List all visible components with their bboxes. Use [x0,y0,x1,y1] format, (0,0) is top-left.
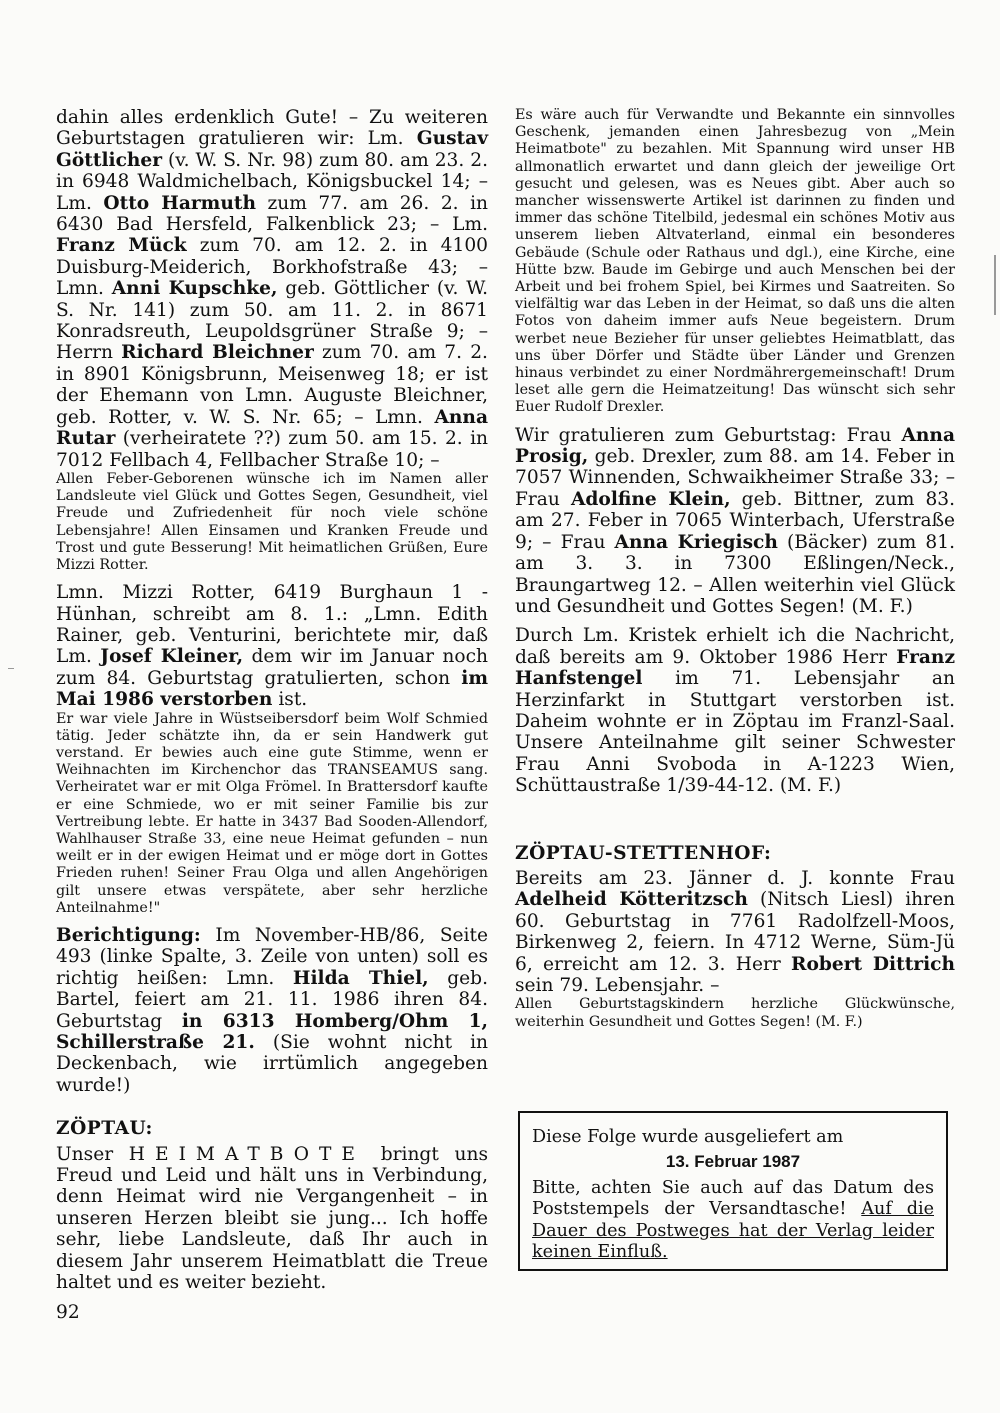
birthday-greetings-paragraph: dahin alles erdenklich Gute! – Zu weiteren Geburtstagen gratulieren wir: Lm. Gustav Göttlicher (v. W. S. Nr. 98) zum 80. am 23. 2. in 6948 Waldmichelbach, Königsbuckel 14; – Lm. Otto Harmuth zum 77. am 26. 2. in 6430 Bad Hersfeld, Falkenblick 23; – Lm. Franz Mück zum 70. am 12. 2. in 4100 Duisburg-Meiderich, Borkhofstraße 43; – Lmn. Anni Kupschke, geb. Göttlicher (v. W. S. Nr. 141) zum 50. am 11. 2. in 8671 Konradsreuth, Leupoldsgrüner Straße 9; – Herrn Richard Bleichner zum 70. am 7. 2. in 8901 Königsbrunn, Meisenweg 18; er ist der Ehemann von Lmn. Auguste Bleichner, geb. Rotter, v. W. S. Nr. 65; – Lmn. Anna Rutar (verheiratete ??) zum 50. am 15. 2. in 7012 Fellbach 4, Fellbacher Straße 10; – [56,107,488,471]
name-adolfine-klein: Adolfine Klein, [570,488,731,510]
notice-underlined-text: Auf die Dauer des Postweges hat der Verlag leider keinen Einfluß. [532,1199,934,1263]
scan-artifact-mark [8,668,14,669]
notice-line: Diese Folge wurde ausgeliefert am [532,1127,844,1147]
obituary-detail-paragraph: Er war viele Jahre in Wüstseibersdorf beim Wolf Schmied tätig. Jeder schätzte ihn, da er sein Handwerk gut verstand. Er bewies auch eine gute Stimme, wenn er Weihnachten im Kirchenchor das TRANSEAMUS sang. Verheiratet war er mit Olga Frömel. In Brattersdorf kaufte er eine Schmiede, wo er mit seiner Familie bis zur Vertreibung lebte. Er hatte in 3437 Bad Sooden-Allendorf, Wahlhauser Straße 33, eine neue Heimat gefunden – nun weilt er in der ewigen Heimat und er möge dort in Gottes Frieden ruhen! Seiner Frau Olga und allen Angehörigen gilt unsere etwas verspätete, aber sehr herzliche Anteilnahme!" [56,710,488,916]
subscription-appeal-paragraph: Es wäre auch für Verwandte und Bekannte ein sinnvolles Geschenk, jemanden einen Jahresbezug von „Mein Heimatbote" zu bezahlen. Mit Spannung wird unser HB allmonatlich erwartet und dann gleich der jeweilige Ort gesucht und gelesen, was es Neues gibt. Aber auch so mancher wissenswerte Artikel ist darinnen zu finden und immer das schöne Titelbild, jedesmal ein schönes Motiv aus unserem lieben Altvaterland, einmal ein besonderes Gebäude (Schule oder Rathaus und dgl.), eine Kirche, eine Hütte bzw. Baude im Gebirge und auch Menschen bei der Arbeit und bei frohem Spiel, bei Kirmes und Saatreiten. So vielfältig war das Leben in der Heimat, so daß uns die alten Fotos von daheim immer aufs Neue begeistern. Drum werbet neue Bezieher für unser geliebtes Heimatblatt, das uns über Dörfer und Städte über Länder und Grenzen hinaus verbindet zu einer Nordmährergemeinschaft! Drum leset alle gern die Heimatzeitung! Das wünscht sich sehr Euer Rudolf Drexler. [515,107,955,416]
name-otto-harmuth: Otto Harmuth [103,192,256,214]
notice-text: Bitte, achten Sie auch auf das Datum des Poststempels der Versandtasche! Auf die Dauer des Postweges hat der Verlag leider keinen Einfluß. [532,1177,934,1263]
correction-label: Berichtigung: [56,925,201,946]
name-richard-bleichner: Richard Bleichner [121,342,314,364]
page-number: 92 [56,1302,80,1323]
name-adelheid-koetteritzsch: Adelheid Kötteritzsch [515,889,748,911]
section-heading-stettenhof: ZÖPTAU-STETTENHOF: [515,842,772,864]
heimatbote-spaced: HEIMATBOTE [128,1143,366,1165]
name-gustav-goettlicher: Gustav Göttlicher [56,128,488,171]
left-column [56,107,488,1294]
correct-address: in 6313 Homberg/Ohm 1, Schillerstraße 21. [56,1010,488,1054]
name-anna-rutar: Anna Rutar [56,406,488,450]
stettenhof-paragraph: Bereits am 23. Jänner d. J. konnte Frau Adelheid Kötteritzsch (Nitsch Liesl) ihren 60. Geburtstag in 7761 Radolfzell-Moos, Birkenweg 2, feiern. In 4712 Werne, Süm-Jü 6, erreicht am 12. 3. Herr Robert Dittrich sein 79. Lebensjahr. – [515,867,955,996]
scan-artifact [994,255,996,315]
name-franz-mueck: Franz Mück [56,235,187,257]
death-notice-paragraph: Durch Lm. Kristek erhielt ich die Nachricht, daß bereits am 9. Oktober 1986 Herr Franz Hanfstengel im 71. Lebensjahr an Herzinfarkt in Stuttgart verstorben ist. Daheim wohnte er in Zöptau im Franzl-Saal. Unsere Anteilnahme gilt seiner Schwester Frau Anni Svoboda in A-1223 Wien, Schüttaustraße 1/39-44-12. (M. F.) [515,625,955,797]
name-anna-prosig: Anna Prosig, [515,424,955,468]
stettenhof-wishes-paragraph: Allen Geburtstagskindern herzliche Glückwünsche, weiterhin Gesundheit und Gottes Segen! (M. F.) [515,996,955,1030]
notice-date: 13. Februar 1987 [665,1152,801,1172]
death-date-highlight: im Mai 1986 verstorben [56,667,488,711]
zoeptau-paragraph: Unser HEIMATBOTE bringt uns Freud und Leid und hält uns in Verbindung, denn Heimat wird nie Vergangenheit – in unseren Herzen bleibt sie jung... Ich hoffe sehr, liebe Landsleute, daß Ihr auch in diesem Jahr unserem Heimatblatt die Treue haltet und es weiter bezieht. [56,1143,488,1294]
name-josef-kleiner: Josef Kleiner, [100,646,244,668]
delivery-notice-box [518,1111,948,1271]
obituary-intro-paragraph: Lmn. Mizzi Rotter, 6419 Burghaun 1 - Hünhan, schreibt am 8. 1.: „Lmn. Edith Rainer, geb. Venturini, berichtete mir, daß Lm. Josef Kleiner, dem wir im Januar noch zum 84. Geburtstag gratulierten, schon im Mai 1986 verstorben ist. [56,582,488,711]
name-robert-dittrich: Robert Dittrich [791,953,955,975]
section-heading-zoeptau: ZÖPTAU: [56,1118,153,1140]
birthday-congrats-paragraph: Wir gratulieren zum Geburtstag: Frau Anna Prosig, geb. Drexler, zum 88. am 14. Feber in 7057 Winnenden, Schwaikheimer Straße 33; – Frau Adolfine Klein, geb. Bittner, zum 83. am 27. Feber in 7065 Winterbach, Uferstraße 9; – Frau Anna Kriegisch (Bäcker) zum 81. am 3. 3. in 7300 Eßlingen/Neck., Braungartweg 12. – Allen weiterhin viel Glück und Gesundheit und Gottes Segen! (M. F.) [515,424,956,617]
name-hilda-thiel: Hilda Thiel, [292,967,429,989]
correction-paragraph: Berichtigung: Im November-HB/86, Seite 493 (linke Spalte, 3. Zeile von unten) soll es richtig heißen: Lmn. Hilda Thiel, geb. Bartel, feiert am 21. 11. 1986 ihren 84. Geburtstag in 6313 Homberg/Ohm 1, Schillerstraße 21. (Sie wohnt nicht in Deckenbach, wie irrtümlich angegeben wurde!) [56,925,489,1096]
name-anni-kupschke: Anni Kupschke, [111,278,278,300]
name-franz-hanfstengel: Franz Hanfstengel [515,646,955,690]
name-anna-kriegisch: Anna Kriegisch [614,531,778,553]
right-column [515,107,955,1031]
feber-greeting-paragraph: Allen Feber-Geborenen wünsche ich im Namen aller Landsleute viel Glück und Gottes Segen, Gesundheit, viel Freude und Zufriedenheit für noch viele schöne Lebensjahre! Allen Einsamen und Kranken Freude und Trost und gute Besserung! Mit heimatlichen Grüßen, Eure Mizzi Rotter. [56,470,488,573]
